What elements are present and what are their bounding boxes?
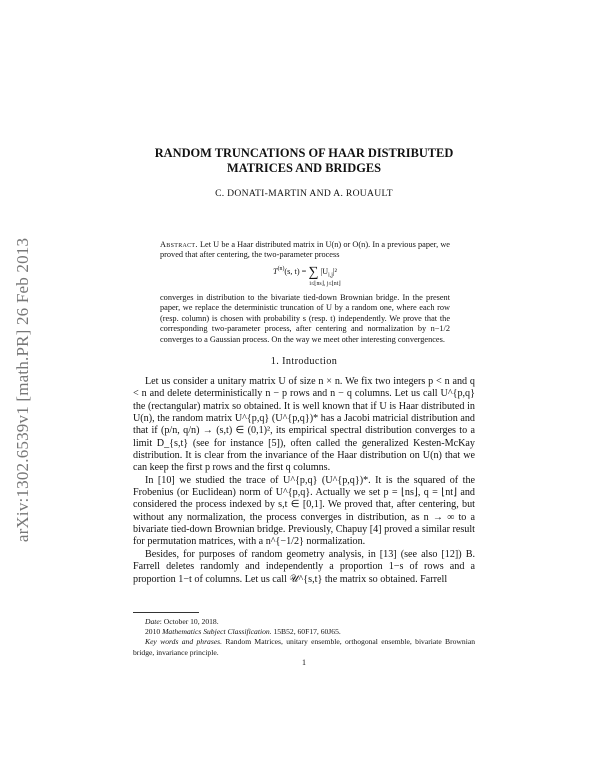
msc-prefix: 2010 <box>145 627 161 637</box>
msc-value: 15B52, 60F17, 60J65. <box>271 627 341 637</box>
paragraph-1: Let us consider a unitary matrix U of size n × n. We fix two integers p < n and q < n and delete deterministically n − p rows and n − q columns. Let us call U^{p,q} the (rectangular) matrix so obtained. It is well known that if U is Haar distributed in U(n), the random matrix U^{p,q} (U^{p,q})* has a Jacobi matricial distribution and that if (p/n, q/n) → (s,t) ∈ (0,1)², its empirical spectral distribution converges to a limit D_{s,t} (see for instance [5]), often called the generalized Kesten-McKay distribution. It is clear from the invariance of the Haar distribution on U(n) that we can keep the first p rows and the first q columns. <box>133 376 475 474</box>
paper-title <box>133 146 475 176</box>
keywords-label: Key words and phrases. <box>145 637 223 647</box>
footnotes <box>133 617 475 658</box>
page-number: 1 <box>302 658 306 667</box>
section-heading-introduction: 1. Introduction <box>270 356 338 367</box>
footnote-date <box>133 617 475 627</box>
footnote-msc <box>133 627 475 637</box>
paragraph-2: In [10] we studied the trace of U^{p,q} (U^{p,q})*. It is the squared of the Frobenius (or Euclidean) norm of U^{p,q}. Actually we set p = ⌊ns⌋, q = ⌊nt⌋ and considered the process indexed by s,t ∈ [0,1]. We proved that, after centering, but without any normalization, the process converges in distribution, as n → ∞ to a bivariate tied-down Brownian bridge. Previously, Chapuy [4] proved a similar result for permutation matrices, with a n^{−1/2} normalization. <box>133 474 475 548</box>
formula-sup: (n) <box>277 265 285 272</box>
abstract-text-1: Let U be a Haar distributed matrix in U(n) or O(n). In a previous paper, we proved that after centering, the two-parameter process <box>160 240 450 260</box>
formula-term: |U <box>320 266 329 276</box>
msc-label: Mathematics Subject Classification. <box>162 627 272 637</box>
keywords-value: Random Matrices, unitary ensemble, orthogonal ensemble, bivariate Brownian bridge, invariance principle. <box>133 637 475 657</box>
date-value: : October 10, 2018. <box>159 617 219 626</box>
abstract-formula <box>160 264 450 289</box>
abstract <box>160 240 450 345</box>
abstract-label: Abstract. <box>160 240 198 249</box>
arxiv-identifier: arXiv:1302.6539v1 [math.PR] 26 Feb 2013 <box>13 237 32 543</box>
paper-authors: C. DONATI-MARTIN AND A. ROUAULT <box>215 188 393 199</box>
title-line-2: MATRICES AND BRIDGES <box>227 161 381 175</box>
formula-lhs: T <box>273 266 278 276</box>
formula-args: (s, t) = <box>284 266 307 276</box>
footnote-rule <box>133 612 199 613</box>
formula-sum-range: i≤⌊ns⌋, j≤⌊nt⌋ <box>309 280 341 287</box>
paragraph-3: Besides, for purposes of random geometry analysis, in [13] (see also [12]) B. Farrell deletes randomly and independently a proportion 1−s of rows and a proportion 1−t of columns. Let us call 𝒰^{s,t} the matrix so obtained. Farrell <box>133 548 475 585</box>
arxiv-identifier-sidebar <box>10 180 36 600</box>
formula-sum-sign: ∑ <box>308 264 319 280</box>
title-line-1: RANDOM TRUNCATIONS OF HAAR DISTRIBUTED <box>154 146 454 160</box>
formula-term-sup: |² <box>332 266 337 276</box>
footnote-keywords <box>133 637 475 657</box>
formula-term-sub: i,j <box>328 272 333 279</box>
abstract-text-2: converges in distribution to the bivariate tied-down Brownian bridge. In the present paper, we replace the deterministic truncation of U by a random one, where each row (resp. column) is chosen with probability s (resp. t) independently. We prove that the corresponding two-parameter process, after centering and normalization by n−1/2 converges to a Gaussian process. On the way we meet other interesting convergences. <box>160 293 450 344</box>
introduction-body <box>133 376 475 586</box>
date-label: Date <box>145 617 160 626</box>
